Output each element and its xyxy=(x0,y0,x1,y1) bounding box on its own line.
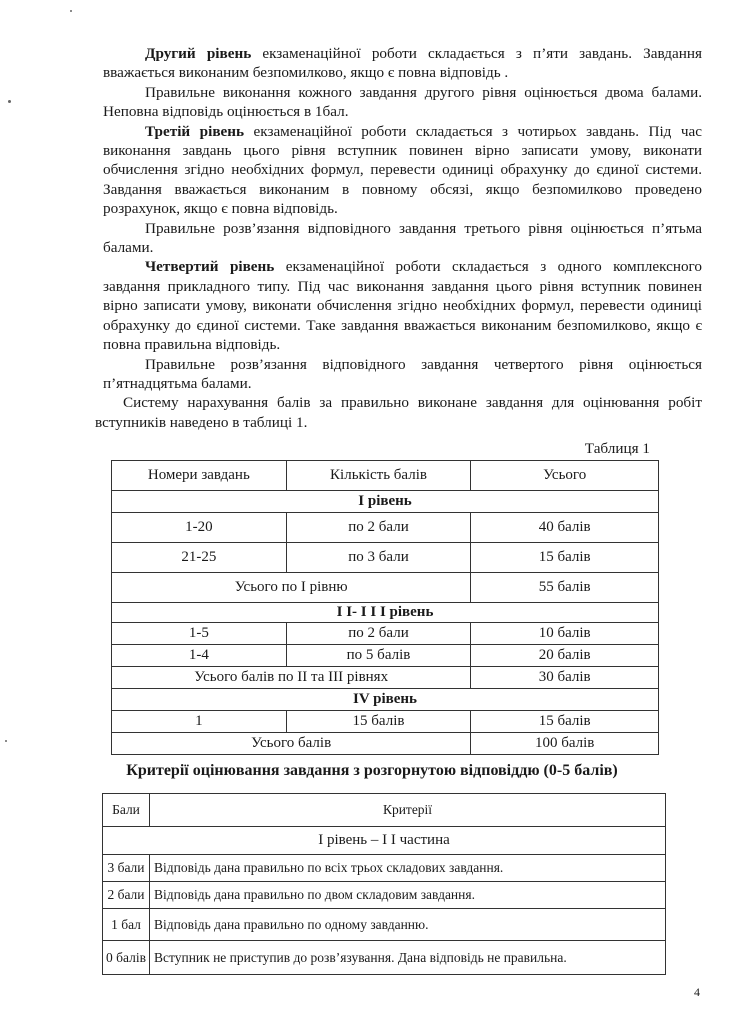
subtotal-value: 30 балів xyxy=(471,667,659,689)
table-cell: 15 балів xyxy=(471,543,659,573)
section-title: IV рівень xyxy=(112,689,659,711)
criterion-cell: Відповідь дана правильно по всіх трьох складових завдання. xyxy=(150,855,666,882)
scan-speck xyxy=(70,10,72,12)
scan-speck xyxy=(5,740,7,742)
scores-table xyxy=(111,460,659,755)
column-header: Критерії xyxy=(150,794,666,827)
section-title: І рівень – І І частина xyxy=(103,827,666,855)
table-row xyxy=(103,855,666,882)
criterion-cell: Вступник не приступив до розв’язування. Дана відповідь не правильна. xyxy=(150,941,666,975)
table-row xyxy=(112,645,659,667)
paragraph: Правильне виконання кожного завдання другого рівня оцінюється двома балами. Неповна відповідь оцінюється в 1бал. xyxy=(103,83,702,121)
bold-term: Другий рівень xyxy=(145,45,252,62)
table-header-row xyxy=(112,461,659,491)
table-cell: по 2 бали xyxy=(286,513,471,543)
bold-term: Третій рівень xyxy=(145,122,245,140)
table-caption: Таблиця 1 xyxy=(584,440,650,457)
criterion-cell: Відповідь дана правильно по одному завданню. xyxy=(150,909,666,941)
paragraph: Правильне розв’язання відповідного завдання четвертого рівня оцінюється п’ятнадцятьма балами. xyxy=(103,355,702,392)
section-row xyxy=(103,827,666,855)
column-header: Бали xyxy=(103,794,150,827)
paragraph xyxy=(103,122,702,219)
column-header: Усього xyxy=(471,461,659,491)
table-row xyxy=(103,941,666,975)
score-cell: 2 бали xyxy=(103,882,150,909)
subtotal-label: Усього по І рівню xyxy=(112,573,471,603)
paragraph: Правильне розв’язання відповідного завдання третього рівня оцінюється п’ятьма балами. xyxy=(103,219,702,257)
table-cell: по 2 бали xyxy=(286,623,471,645)
section-title: І рівень xyxy=(112,491,659,513)
score-cell: 0 балів xyxy=(103,941,150,975)
column-header: Кількість балів xyxy=(286,461,471,491)
section-row xyxy=(112,689,659,711)
table-row xyxy=(112,711,659,733)
table-cell: 1-4 xyxy=(112,645,287,667)
scan-speck xyxy=(8,100,11,103)
subtotal-row xyxy=(112,667,659,689)
subtotal-value: 55 балів xyxy=(471,573,659,603)
total-row xyxy=(112,733,659,755)
table-row xyxy=(112,623,659,645)
total-value: 100 балів xyxy=(471,733,659,755)
column-header: Номери завдань xyxy=(112,461,287,491)
table-cell: 1-5 xyxy=(112,623,287,645)
table-cell: 20 балів xyxy=(471,645,659,667)
table-header-row xyxy=(103,794,666,827)
page-number: 4 xyxy=(694,985,700,999)
table-row xyxy=(103,882,666,909)
score-cell: 3 бали xyxy=(103,855,150,882)
section-row xyxy=(112,603,659,623)
table-cell: по 5 балів xyxy=(286,645,471,667)
paragraph xyxy=(103,257,702,354)
score-cell: 1 бал xyxy=(103,909,150,941)
table-row xyxy=(112,543,659,573)
bold-term: Четвертий рівень xyxy=(145,258,275,276)
paragraph-text: екзаменаційної роботи складається з одного комплексного завдання прикладного типу. Під час виконання завдання цього рівня вступник повинен вірно записати умову, виконати обчислення згідно необхідних формул, перевести одиниці обрахунку до єдиної системи. Таке завдання вважається виконаним безпомилково, якщо є повна правильна відповідь. xyxy=(103,258,703,354)
subtotal-row xyxy=(112,573,659,603)
table-cell: 15 балів xyxy=(471,711,659,733)
table-cell: 21-25 xyxy=(112,543,287,573)
table-cell: по 3 бали xyxy=(286,543,471,573)
table-row xyxy=(103,909,666,941)
table-cell: 1 xyxy=(112,711,287,733)
table-cell: 10 балів xyxy=(471,623,659,645)
criterion-cell: Відповідь дана правильно по двом складовим завдання. xyxy=(150,882,666,909)
total-label: Усього балів xyxy=(112,733,471,755)
section-title: І І- І І І рівень xyxy=(112,603,659,623)
table-cell: 40 балів xyxy=(471,513,659,543)
criteria-heading: Критерії оцінювання завдання з розгорнутою відповіддю (0-5 балів) xyxy=(126,762,618,779)
paragraph xyxy=(103,44,702,83)
table-cell: 15 балів xyxy=(286,711,471,733)
paragraph: Систему нарахування балів за правильно виконане завдання для оцінювання робіт вступників наведено в таблиці 1. xyxy=(95,394,702,431)
body-text xyxy=(95,44,703,432)
subtotal-label: Усього балів по ІІ та ІІІ рівнях xyxy=(112,667,471,689)
table-cell: 1-20 xyxy=(112,513,287,543)
paragraph-text: екзаменаційної роботи складається з п’яти завдань. Завдання вважається виконаним безпомилково, якщо є повна відповідь . xyxy=(103,45,702,82)
table-row xyxy=(112,513,659,543)
section-row xyxy=(112,491,659,513)
paragraph-text: екзаменаційної роботи складається з чотирьох завдань. Під час виконання завдань цього рівня вступник повинен вірно записати умову, виконати обчислення згідно необхідних формул, перевести одиниці обрахунку до єдиної системи. Завдання вважається виконаним в повному обсязі, якщо безпомилково проведено розрахунок, якщо є повна відповідь. xyxy=(103,122,702,218)
criteria-table xyxy=(102,793,666,975)
